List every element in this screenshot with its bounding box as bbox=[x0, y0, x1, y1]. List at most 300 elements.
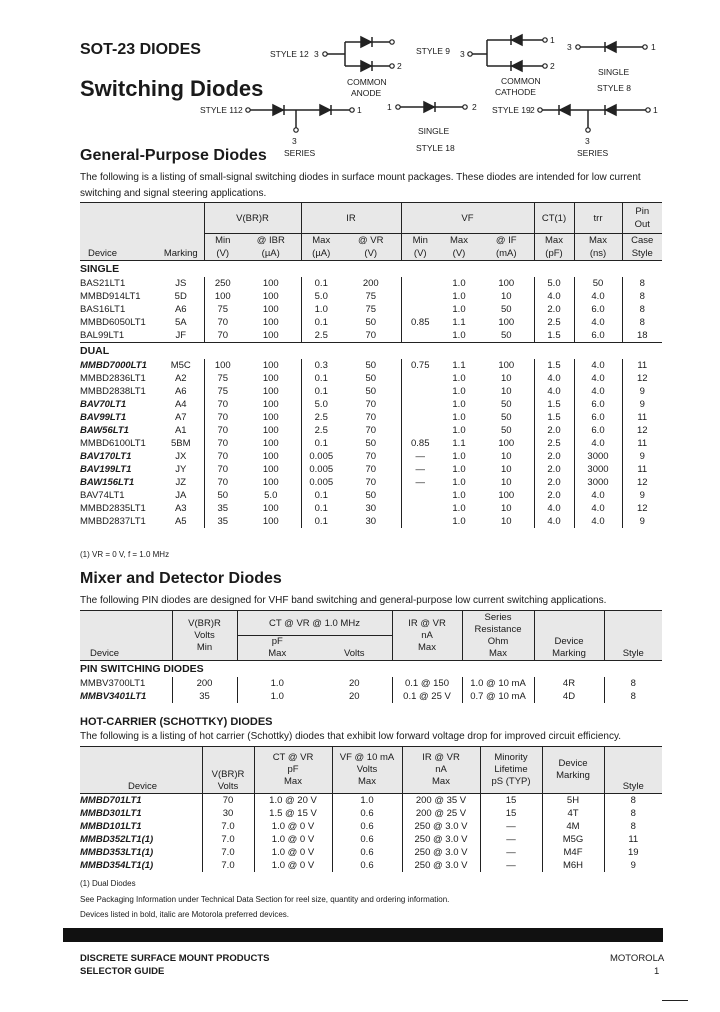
table-cell: 1.1 bbox=[452, 317, 466, 328]
device-name-cell: MMBD701LT1 bbox=[80, 795, 142, 806]
table-cell: 0.005 bbox=[301, 463, 341, 476]
table-cell bbox=[401, 303, 439, 316]
table-cell: 6.0 bbox=[574, 329, 622, 343]
style12-caption-1: COMMON bbox=[347, 77, 387, 87]
table-cell: A3 bbox=[174, 503, 187, 514]
table-cell: 1.0 bbox=[452, 451, 466, 462]
footer-page-number: 1 bbox=[654, 966, 660, 977]
table-cell: 1.0 @ 0 V bbox=[254, 820, 332, 833]
table-cell: 100 bbox=[498, 317, 515, 328]
table-cell: 6.0 bbox=[574, 303, 622, 316]
device-name-cell: MMBD2836LT1 bbox=[80, 373, 146, 384]
table-cell: 0.85 bbox=[401, 316, 439, 329]
table-cell: 70 bbox=[204, 424, 241, 437]
pin-head-ct: CT @ VR @ 1.0 MHz bbox=[237, 611, 392, 636]
table-cell: 12 bbox=[622, 476, 662, 489]
pin-head-style: Style bbox=[604, 611, 662, 661]
table-cell: 100 bbox=[262, 373, 279, 384]
table-cell: 8 bbox=[604, 820, 662, 833]
table-row bbox=[80, 411, 662, 424]
head-marking: Marking bbox=[163, 248, 198, 259]
table-cell: 30 bbox=[202, 807, 254, 820]
table-cell: A7 bbox=[174, 412, 187, 423]
table-cell: M6H bbox=[542, 859, 604, 872]
table-cell: 100 bbox=[498, 490, 515, 501]
table-cell: 3000 bbox=[574, 450, 622, 463]
style11-pin3: 3 bbox=[292, 136, 297, 146]
table-cell: 19 bbox=[604, 846, 662, 859]
table-cell: 8 bbox=[622, 316, 662, 329]
table-cell: 8 bbox=[622, 277, 662, 290]
table-cell: 10 bbox=[500, 373, 512, 384]
table-cell: 11 bbox=[622, 463, 662, 476]
table-cell: 70 bbox=[365, 464, 377, 475]
table-cell: 2.5 bbox=[301, 329, 341, 343]
table-cell: JA bbox=[175, 490, 187, 501]
head-at-if: @ IF bbox=[479, 234, 534, 248]
device-name-cell: BAL99LT1 bbox=[80, 330, 125, 341]
table-cell: — bbox=[401, 450, 439, 463]
pin-head-ir: IR @ VR bbox=[408, 617, 446, 629]
device-name-cell: BAV99LT1 bbox=[80, 412, 127, 423]
table-cell: 10 bbox=[500, 477, 512, 488]
table-cell: — bbox=[401, 463, 439, 476]
table-cell: 30 bbox=[365, 503, 377, 514]
hc-head-device: Device bbox=[128, 781, 158, 792]
hc-head-vf-max: Max bbox=[358, 776, 376, 787]
table-cell: 6.0 bbox=[574, 398, 622, 411]
table-cell: 7.0 bbox=[202, 846, 254, 859]
device-name-cell: MMBD6100LT1 bbox=[80, 438, 146, 449]
table-row bbox=[80, 450, 662, 463]
head-max: Max bbox=[301, 234, 341, 248]
style19-diagram bbox=[540, 105, 648, 128]
table-cell: 5.0 bbox=[301, 290, 341, 303]
table-cell: 100 bbox=[262, 503, 279, 514]
table-cell: 200 bbox=[362, 278, 379, 289]
style9-caption-1: COMMON bbox=[501, 76, 541, 86]
style19-pin2: 2 bbox=[530, 105, 535, 115]
hc-table bbox=[80, 746, 662, 872]
pin-head-vbr-unit: Volts bbox=[194, 629, 215, 641]
table-cell: — bbox=[480, 846, 542, 859]
footer-bar bbox=[63, 928, 663, 942]
gp-section-title: General-Purpose Diodes bbox=[80, 147, 267, 164]
device-name-cell: MMBD101LT1 bbox=[80, 821, 142, 832]
table-cell: 1.0 bbox=[452, 425, 466, 436]
table-cell: 10 bbox=[500, 291, 512, 302]
device-name-cell: BAW56LT1 bbox=[80, 425, 129, 436]
gp-footnote: (1) VR = 0 V, f = 1.0 MHz bbox=[80, 550, 170, 559]
table-row bbox=[80, 476, 662, 489]
table-cell: 1.5 bbox=[534, 411, 574, 424]
head-at-ibr: @ IBR bbox=[241, 234, 301, 248]
table-cell: 1.0 bbox=[237, 677, 317, 690]
table-row bbox=[80, 424, 662, 437]
device-name-cell: MMBD7000LT1 bbox=[80, 360, 147, 371]
pin-rows bbox=[80, 677, 662, 703]
table-cell: 0.75 bbox=[401, 359, 439, 372]
table-cell: 70 bbox=[202, 794, 254, 808]
table-cell: 1.0 bbox=[452, 278, 466, 289]
table-cell: 2.0 bbox=[534, 489, 574, 502]
table-cell: — bbox=[401, 476, 439, 489]
table-cell: 2.0 bbox=[534, 463, 574, 476]
table-cell: 6.0 bbox=[574, 424, 622, 437]
pin-head-ohm: Ohm bbox=[487, 635, 509, 647]
head-case: Case bbox=[622, 234, 662, 248]
table-cell: 70 bbox=[204, 411, 241, 424]
head-ir: IR bbox=[301, 203, 401, 234]
table-cell: 100 bbox=[204, 359, 241, 372]
table-cell: 0.1 @ 150 bbox=[392, 677, 462, 690]
table-cell bbox=[401, 385, 439, 398]
table-cell: 10 bbox=[500, 386, 512, 397]
footer-title-1: DISCRETE SURFACE MOUNT PRODUCTS bbox=[80, 953, 270, 964]
table-cell: 100 bbox=[262, 330, 279, 341]
table-cell: 250 @ 3.0 V bbox=[402, 833, 480, 846]
head-unit: (ns) bbox=[574, 247, 622, 261]
footer-brand: MOTOROLA bbox=[610, 953, 665, 964]
table-row bbox=[80, 385, 662, 398]
table-row bbox=[80, 316, 662, 329]
table-cell: 4.0 bbox=[534, 502, 574, 515]
head-style: Style bbox=[622, 247, 662, 261]
table-cell: 7.0 bbox=[202, 859, 254, 872]
style12-label: STYLE 12 bbox=[270, 49, 309, 59]
table-cell: 4.0 bbox=[534, 290, 574, 303]
table-cell: 50 bbox=[500, 412, 512, 423]
table-cell: 100 bbox=[262, 317, 279, 328]
table-cell: 0.6 bbox=[332, 807, 402, 820]
table-cell: JF bbox=[175, 330, 187, 341]
head-unit: (µA) bbox=[301, 247, 341, 261]
table-cell: 100 bbox=[262, 464, 279, 475]
table-row bbox=[80, 277, 662, 290]
table-cell: 70 bbox=[204, 329, 241, 343]
style9-pin1: 1 bbox=[550, 35, 555, 45]
table-cell: 0.005 bbox=[301, 450, 341, 463]
table-cell bbox=[401, 398, 439, 411]
style19-pin1: 1 bbox=[653, 105, 658, 115]
mixer-section-title: Mixer and Detector Diodes bbox=[80, 570, 282, 587]
table-cell: 1.0 @ 10 mA bbox=[462, 677, 534, 690]
table-cell: 1.0 bbox=[452, 399, 466, 410]
table-cell: 4D bbox=[534, 690, 604, 703]
table-cell: A1 bbox=[174, 425, 187, 436]
hc-head-vf: VF @ 10 mA bbox=[339, 752, 395, 763]
table-cell: A6 bbox=[174, 304, 187, 315]
head-max: Max bbox=[439, 234, 479, 248]
device-name-cell: BAS21LT1 bbox=[80, 278, 126, 289]
table-cell: M5C bbox=[170, 360, 191, 371]
table-row bbox=[80, 820, 662, 833]
table-cell: 0.1 bbox=[301, 372, 341, 385]
table-cell: 0.6 bbox=[332, 859, 402, 872]
table-cell: 4T bbox=[542, 807, 604, 820]
table-cell: 2.5 bbox=[301, 411, 341, 424]
table-cell: 8 bbox=[604, 794, 662, 808]
table-cell: 75 bbox=[365, 291, 377, 302]
table-cell: 100 bbox=[262, 438, 279, 449]
table-row bbox=[80, 398, 662, 411]
table-cell: 50 bbox=[500, 330, 512, 341]
head-unit: (V) bbox=[364, 248, 378, 259]
table-cell: 4.0 bbox=[534, 372, 574, 385]
style11-pin2: 2 bbox=[238, 105, 243, 115]
table-cell: 20 bbox=[348, 678, 360, 689]
footer-rule bbox=[662, 1000, 688, 1001]
table-cell: 250 @ 3.0 V bbox=[402, 820, 480, 833]
hc-head-marking: Marking bbox=[556, 770, 590, 781]
device-name-cell: BAV70LT1 bbox=[80, 399, 127, 410]
pin-head-device-marking: Device bbox=[554, 636, 584, 647]
table-cell: 1.0 bbox=[452, 490, 466, 501]
table-cell bbox=[401, 277, 439, 290]
table-cell: 2.5 bbox=[301, 424, 341, 437]
table-cell: 30 bbox=[365, 516, 377, 527]
table-cell: M5G bbox=[542, 833, 604, 846]
table-cell: 6.0 bbox=[574, 411, 622, 424]
table-cell: 5.0 bbox=[534, 277, 574, 290]
head-min: Min bbox=[401, 234, 439, 248]
table-cell: JX bbox=[175, 451, 187, 462]
gp-intro: The following is a listing of small-signal switching diodes in surface mount packages. These diodes are intended for low current switching and signal steering applications. bbox=[80, 172, 641, 199]
note-preferred: Devices listed in bold, italic are Motorola preferred devices. bbox=[80, 910, 289, 919]
table-cell: 11 bbox=[604, 833, 662, 846]
table-cell: 7.0 bbox=[202, 820, 254, 833]
head-min: Min bbox=[204, 234, 241, 248]
device-name-cell: MMBD301LT1 bbox=[80, 808, 142, 819]
hc-head-ps: pS (TYP) bbox=[491, 776, 531, 787]
table-cell: 100 bbox=[498, 438, 515, 449]
table-cell: 70 bbox=[204, 316, 241, 329]
table-row bbox=[80, 833, 662, 846]
table-cell: 2.5 bbox=[534, 437, 574, 450]
hc-head-minority: Minority bbox=[494, 752, 528, 763]
table-cell bbox=[401, 290, 439, 303]
table-cell: 50 bbox=[365, 386, 377, 397]
table-cell: 50 bbox=[365, 490, 377, 501]
table-cell: 70 bbox=[365, 425, 377, 436]
table-cell: 0.1 bbox=[301, 515, 341, 528]
group-single: SINGLE bbox=[80, 263, 120, 275]
style12-diagram bbox=[325, 37, 392, 71]
pin-head-sr-max: Max bbox=[489, 647, 507, 659]
style9-diagram bbox=[470, 35, 545, 71]
table-cell: 70 bbox=[204, 463, 241, 476]
table-cell: 50 bbox=[574, 277, 622, 290]
table-cell: 1.0 @ 0 V bbox=[254, 859, 332, 872]
table-cell: 100 bbox=[262, 425, 279, 436]
style12-pin2: 2 bbox=[397, 61, 402, 71]
device-name-cell: MMBD354LT1(1) bbox=[80, 860, 154, 871]
hc-intro: The following is a listing of hot carrier (Schottky) diodes that exhibit low forward voltage drop for improved circuit efficiency. bbox=[80, 731, 621, 742]
table-cell: A2 bbox=[174, 373, 187, 384]
table-cell: 1.1 bbox=[452, 438, 466, 449]
table-cell: JS bbox=[175, 278, 187, 289]
table-cell: 100 bbox=[262, 516, 279, 527]
table-cell: JZ bbox=[175, 477, 187, 488]
style18-pin2: 2 bbox=[472, 102, 477, 112]
table-cell: 9 bbox=[622, 489, 662, 502]
note-dual: (1) Dual Diodes bbox=[80, 879, 136, 888]
table-cell: — bbox=[480, 859, 542, 872]
table-cell: A4 bbox=[174, 399, 187, 410]
table-cell: 4R bbox=[534, 677, 604, 690]
table-cell: 75 bbox=[204, 372, 241, 385]
table-cell: 250 bbox=[204, 277, 241, 290]
style8-pin3: 3 bbox=[567, 42, 572, 52]
table-cell: 1.0 @ 0 V bbox=[254, 846, 332, 859]
head-unit: (pF) bbox=[534, 247, 574, 261]
head-at-vr: @ VR bbox=[341, 234, 401, 248]
table-cell: 4.0 bbox=[574, 290, 622, 303]
table-cell: 11 bbox=[622, 359, 662, 372]
table-row bbox=[80, 846, 662, 859]
table-cell: 11 bbox=[622, 437, 662, 450]
table-row bbox=[80, 794, 662, 808]
table-cell: 100 bbox=[262, 399, 279, 410]
table-cell: 50 bbox=[500, 425, 512, 436]
table-cell: 100 bbox=[498, 360, 515, 371]
table-cell: 0.6 bbox=[332, 833, 402, 846]
table-cell: 100 bbox=[262, 412, 279, 423]
gp-single-rows bbox=[80, 277, 662, 343]
style11-label: STYLE 11 bbox=[200, 105, 239, 115]
hc-head-vf-unit: Volts bbox=[356, 764, 378, 775]
table-cell: 70 bbox=[365, 477, 377, 488]
footer-title-2: SELECTOR GUIDE bbox=[80, 966, 165, 977]
table-cell bbox=[401, 411, 439, 424]
table-cell: 2.0 bbox=[534, 303, 574, 316]
table-cell: 1.0 bbox=[452, 464, 466, 475]
table-row bbox=[80, 303, 662, 316]
device-name-cell: MMBD914LT1 bbox=[80, 291, 141, 302]
table-cell: 75 bbox=[204, 385, 241, 398]
table-cell: 5A bbox=[174, 317, 187, 328]
style8-diagram bbox=[578, 42, 645, 52]
head-pinout-1: Pin bbox=[635, 206, 650, 217]
table-cell: 4.0 bbox=[534, 515, 574, 528]
table-cell: 4.0 bbox=[574, 489, 622, 502]
table-cell: 0.005 bbox=[301, 476, 341, 489]
table-cell bbox=[401, 502, 439, 515]
table-cell: 15 bbox=[480, 794, 542, 808]
style8-label: SINGLE bbox=[598, 67, 630, 77]
head-trr: trr bbox=[574, 203, 622, 234]
head-unit: (µA) bbox=[261, 248, 280, 259]
hc-head-ct: CT @ VR bbox=[272, 752, 314, 763]
table-cell: 1.0 @ 0 V bbox=[254, 833, 332, 846]
table-cell: 2.5 bbox=[534, 316, 574, 329]
table-cell: 70 bbox=[204, 476, 241, 489]
device-name-cell: MMBV3401LT1 bbox=[80, 691, 147, 702]
table-cell: 12 bbox=[622, 372, 662, 385]
table-cell: 12 bbox=[622, 424, 662, 437]
table-cell: 70 bbox=[204, 450, 241, 463]
table-cell bbox=[401, 372, 439, 385]
table-cell: 50 bbox=[500, 304, 512, 315]
table-cell: 15 bbox=[480, 807, 542, 820]
table-cell: 12 bbox=[622, 502, 662, 515]
table-cell: 0.1 bbox=[301, 502, 341, 515]
table-cell: 100 bbox=[262, 304, 279, 315]
table-cell: 4.0 bbox=[574, 502, 622, 515]
table-cell: 3000 bbox=[574, 463, 622, 476]
table-cell: 100 bbox=[262, 291, 279, 302]
pin-head-vbr-min: Min bbox=[196, 641, 213, 653]
style11-pin1: 1 bbox=[357, 105, 362, 115]
table-cell: 7.0 bbox=[202, 833, 254, 846]
table-cell: 0.6 bbox=[332, 846, 402, 859]
head-vbr: V(BR)R bbox=[204, 203, 301, 234]
table-cell: 1.0 bbox=[452, 330, 466, 341]
style9-pin2: 2 bbox=[550, 61, 555, 71]
table-cell: 8 bbox=[622, 290, 662, 303]
table-cell: 1.5 bbox=[534, 329, 574, 343]
style9-label: STYLE 9 bbox=[416, 46, 451, 56]
table-cell: 10 bbox=[500, 516, 512, 527]
table-cell: 1.0 bbox=[452, 386, 466, 397]
gp-dual-rows bbox=[80, 359, 662, 528]
table-row bbox=[80, 329, 662, 343]
table-row bbox=[80, 437, 662, 450]
head-pinout-2: Out bbox=[634, 219, 650, 230]
style19-pin3: 3 bbox=[585, 136, 590, 146]
table-row bbox=[80, 290, 662, 303]
table-cell: 70 bbox=[204, 398, 241, 411]
table-cell: 1.5 bbox=[534, 398, 574, 411]
table-cell: 1.0 bbox=[452, 503, 466, 514]
head-unit: (V) bbox=[401, 247, 439, 261]
table-cell: 8 bbox=[622, 303, 662, 316]
table-cell: 0.1 bbox=[301, 437, 341, 450]
pin-head-ir-max: Max bbox=[418, 641, 436, 653]
table-cell: 4.0 bbox=[534, 385, 574, 398]
page-title: Switching Diodes bbox=[80, 76, 264, 101]
table-row bbox=[80, 690, 662, 703]
hc-head-style: Style bbox=[604, 747, 662, 794]
table-cell: 0.1 @ 25 V bbox=[392, 690, 462, 703]
table-cell: 2.0 bbox=[534, 450, 574, 463]
table-cell: 4.0 bbox=[574, 437, 622, 450]
table-cell: 35 bbox=[204, 515, 241, 528]
pin-head-volts: Volts bbox=[317, 636, 392, 661]
hc-head-ir: IR @ VR bbox=[422, 752, 460, 763]
table-cell: 18 bbox=[622, 329, 662, 343]
table-cell: 5.0 bbox=[264, 490, 278, 501]
pin-head-series: Series bbox=[484, 611, 512, 623]
table-cell: 10 bbox=[500, 503, 512, 514]
table-cell: 9 bbox=[622, 450, 662, 463]
table-cell: — bbox=[480, 833, 542, 846]
table-cell: 4M bbox=[542, 820, 604, 833]
table-cell: 1.0 bbox=[452, 304, 466, 315]
device-name-cell: MMBD2838LT1 bbox=[80, 386, 146, 397]
table-row bbox=[80, 859, 662, 872]
table-cell: 50 bbox=[365, 360, 377, 371]
table-cell: 4.0 bbox=[574, 515, 622, 528]
table-cell: 5BM bbox=[170, 438, 191, 449]
style9-caption-2: CATHODE bbox=[495, 87, 536, 97]
hc-head-ir-unit: nA bbox=[435, 764, 447, 775]
pin-head-ir-unit: nA bbox=[421, 629, 433, 641]
table-cell: 0.6 bbox=[332, 820, 402, 833]
table-cell: 70 bbox=[365, 451, 377, 462]
style18-diagram bbox=[398, 102, 465, 112]
table-cell: 200 bbox=[172, 677, 237, 690]
